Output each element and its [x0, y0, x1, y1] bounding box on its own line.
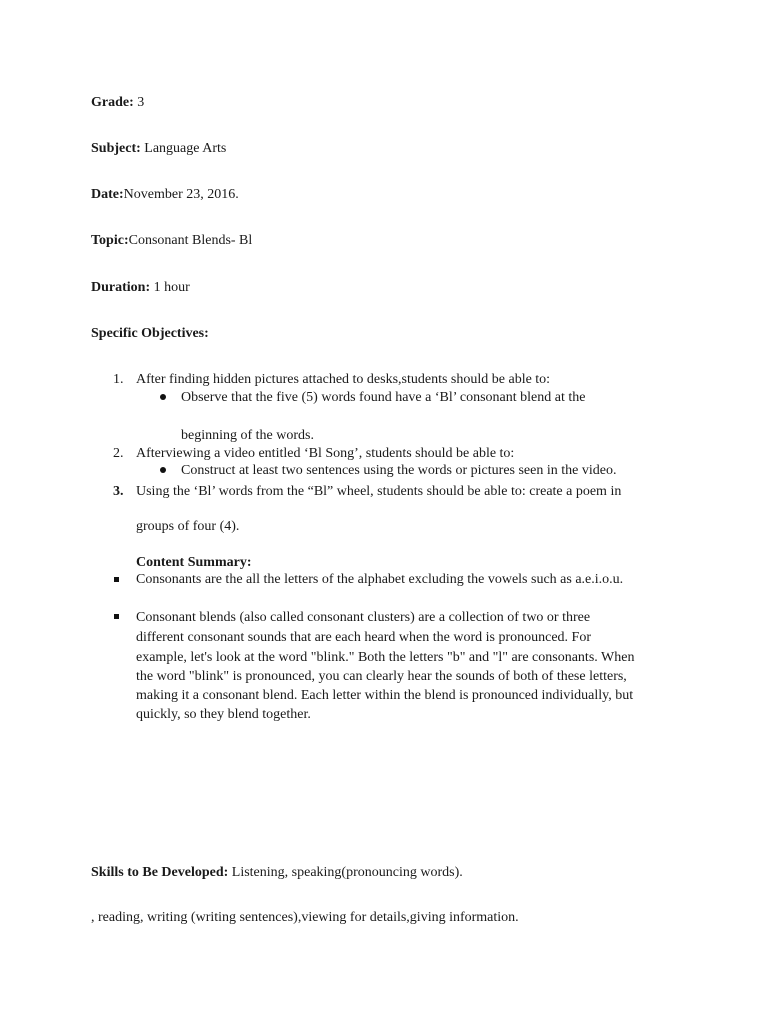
bullet-icon: [160, 467, 166, 473]
topic-label: Topic:: [91, 233, 129, 248]
subject-value: Language Arts: [140, 141, 227, 156]
content-summary-point-2-line: example, let's look at the word "blink." Both the letters "b" and "l" are consonants. When: [136, 650, 635, 665]
content-summary-point-2-line: quickly, so they blend together.: [136, 707, 311, 722]
topic-value: Consonant Blends- Bl: [128, 233, 253, 248]
objective-1-text: After finding hidden pictures attached to desks,students should be able to:: [136, 372, 551, 387]
objective-1-number: 1.: [113, 372, 124, 387]
objective-1-bullet-line1: Observe that the five (5) words found have a ‘Bl’ consonant blend at the: [181, 390, 586, 405]
content-summary-heading: Content Summary:: [136, 555, 252, 570]
subject-line: [91, 142, 226, 156]
duration-value: 1 hour: [150, 280, 190, 295]
subject-label: Subject:: [91, 141, 141, 156]
topic-line: [91, 234, 252, 248]
square-bullet-icon: [114, 614, 119, 619]
content-summary-point-1: Consonants are the all the letters of the alphabet excluding the vowels such as a.e.i.o.u.: [136, 572, 624, 587]
objective-2-bullet: Construct at least two sentences using the words or pictures seen in the video.: [181, 463, 617, 478]
content-summary-point-2-line: the word "blink" is pronounced, you can clearly hear the sounds of both of these letters,: [136, 669, 627, 684]
bullet-icon: [160, 394, 166, 400]
square-bullet-icon: [114, 577, 119, 582]
objective-1-bullet-line2: beginning of the words.: [181, 428, 314, 443]
grade-label: Grade:: [91, 95, 134, 110]
date-label: Date:: [91, 187, 124, 202]
grade-line: [91, 96, 144, 110]
content-summary-point-2-line: making it a consonant blend. Each letter within the blend is pronounced individually, but: [136, 688, 634, 703]
duration-line: [91, 281, 190, 295]
skills-label: Skills to Be Developed:: [91, 865, 229, 880]
skills-line: [91, 866, 463, 880]
skills-value: Listening, speaking(pronouncing words).: [228, 865, 463, 880]
duration-label: Duration:: [91, 280, 151, 295]
skills-continuation: , reading, writing (writing sentences),viewing for details,giving information.: [91, 910, 519, 925]
objective-3-number: 3.: [113, 484, 124, 499]
content-summary-point-2-line: Consonant blends (also called consonant clusters) are a collection of two or three: [136, 610, 591, 625]
objective-2-text: Afterviewing a video entitled ‘Bl Song’, students should be able to:: [136, 446, 515, 461]
objective-2-number: 2.: [113, 446, 124, 461]
objective-3-line1: Using the ‘Bl’ words from the “Bl” wheel, students should be able to: create a poem in: [136, 484, 622, 499]
objectives-heading: Specific Objectives:: [91, 326, 209, 341]
content-summary-point-2-line: different consonant sounds that are each heard when the word is pronounced. For: [136, 630, 591, 645]
objective-3-line2: groups of four (4).: [136, 519, 240, 534]
grade-value: 3: [133, 95, 145, 110]
date-value: November 23, 2016.: [123, 187, 239, 202]
date-line: [91, 188, 239, 202]
